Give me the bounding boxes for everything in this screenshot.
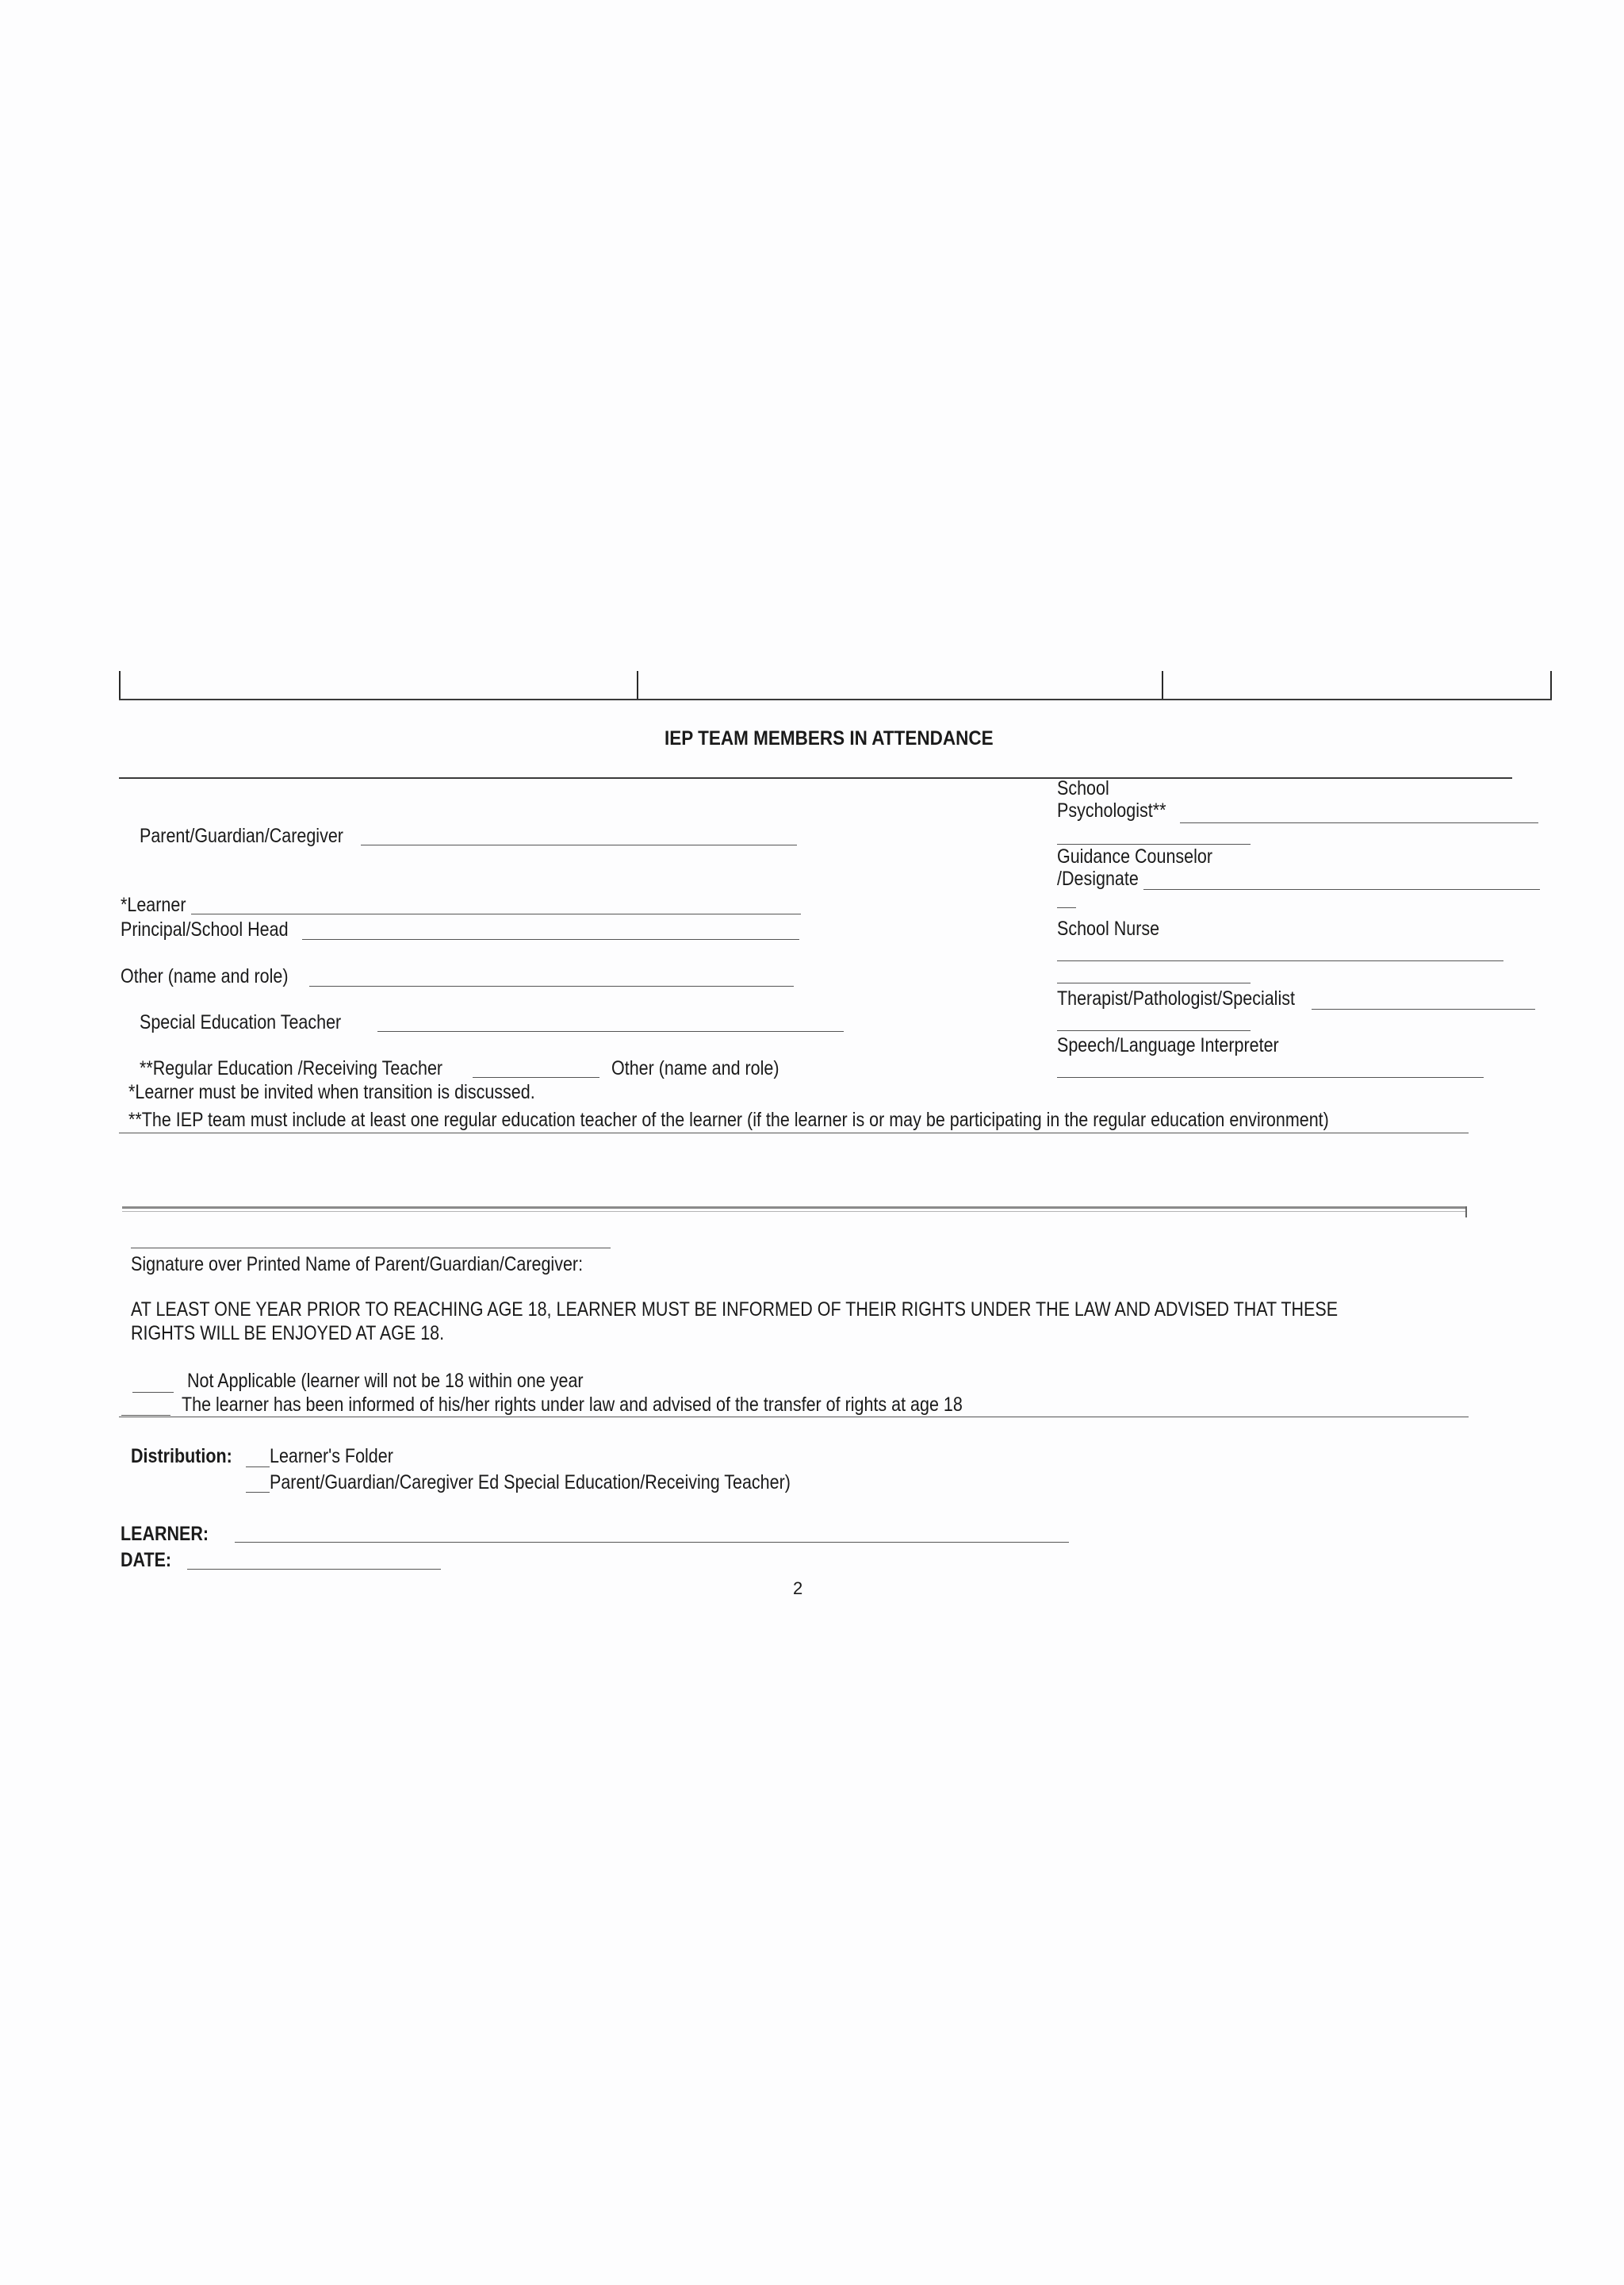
- interpreter-label: Speech/Language Interpreter: [1057, 1034, 1279, 1056]
- distribution-check-2[interactable]: [246, 1492, 270, 1493]
- rights-notice-line1: AT LEAST ONE YEAR PRIOR TO REACHING AGE 18, LEARNER MUST BE INFORMED OF THEIR RIGHTS UNDER THE LAW AND ADVISED THAT THESE: [131, 1298, 1339, 1321]
- learner-footer-label: LEARNER:: [121, 1523, 209, 1545]
- parent-label: Parent/Guardian/Caregiver: [140, 825, 343, 847]
- interpreter-field[interactable]: [1057, 1077, 1484, 1078]
- distribution-check-1[interactable]: [246, 1466, 270, 1467]
- section-separator-inner: [122, 1211, 1466, 1212]
- not-applicable-check[interactable]: [132, 1392, 174, 1393]
- other-field[interactable]: [309, 986, 794, 987]
- table-divider-2: [1162, 671, 1163, 700]
- counselor-label-line1: Guidance Counselor: [1057, 845, 1213, 868]
- therapist-field[interactable]: [1312, 1009, 1535, 1010]
- counselor-label-line2: /Designate: [1057, 868, 1139, 890]
- date-footer-label: DATE:: [121, 1549, 172, 1571]
- divider-short: [1057, 844, 1251, 845]
- table-border-right: [1550, 671, 1552, 700]
- sped-teacher-label: Special Education Teacher: [140, 1011, 342, 1033]
- other-label: Other (name and role): [121, 965, 289, 987]
- not-applicable-label: Not Applicable (learner will not be 18 within one year: [187, 1370, 584, 1392]
- section-separator: [122, 1206, 1466, 1209]
- informed-label: The learner has been informed of his/her rights under law and advised of the transfer of rights at age 18: [182, 1394, 963, 1416]
- learner-footer-field[interactable]: [235, 1542, 1069, 1543]
- team-note: **The IEP team must include at least one regular education teacher of the learner (if the learner is or may be participating in the regular education environment): [128, 1109, 1329, 1131]
- principal-field[interactable]: [302, 939, 799, 940]
- learner-label: *Learner: [121, 894, 186, 916]
- distribution-item-1: Learner's Folder: [270, 1445, 393, 1467]
- distribution-item-2: Parent/Guardian/Caregiver Ed Special Education/Receiving Teacher): [270, 1471, 791, 1493]
- nurse-field[interactable]: [1057, 960, 1503, 961]
- psychologist-field[interactable]: [1180, 822, 1538, 823]
- regular-teacher-field[interactable]: [473, 1077, 599, 1078]
- separator-tick-right: [1465, 1206, 1467, 1217]
- rights-notice-line2: RIGHTS WILL BE ENJOYED AT AGE 18.: [131, 1322, 445, 1344]
- section-heading: IEP TEAM MEMBERS IN ATTENDANCE: [665, 727, 994, 750]
- therapist-label: Therapist/Pathologist/Specialist: [1057, 987, 1295, 1010]
- table-bottom-rule: [119, 699, 1552, 700]
- principal-label: Principal/School Head: [121, 918, 289, 941]
- psychologist-label-line1: School: [1057, 777, 1109, 799]
- page-number: 2: [793, 1578, 803, 1598]
- dash-short: [1057, 907, 1076, 908]
- regular-teacher-label: **Regular Education /Receiving Teacher: [140, 1057, 443, 1079]
- counselor-field[interactable]: [1143, 889, 1540, 890]
- heading-rule: [119, 777, 1512, 779]
- regular-other-label: Other (name and role): [611, 1057, 779, 1079]
- date-footer-field[interactable]: [187, 1569, 441, 1570]
- nurse-label: School Nurse: [1057, 918, 1160, 940]
- distribution-label: Distribution:: [131, 1445, 232, 1467]
- learner-note: *Learner must be invited when transition is discussed.: [128, 1081, 535, 1103]
- sped-teacher-field[interactable]: [377, 1031, 844, 1032]
- signature-label: Signature over Printed Name of Parent/Guardian/Caregiver:: [131, 1253, 584, 1275]
- psychologist-label-line2: Psychologist**: [1057, 799, 1166, 822]
- table-divider-1: [637, 671, 638, 700]
- table-border-left: [119, 671, 121, 700]
- divider-short-3: [1057, 1030, 1251, 1031]
- informed-check[interactable]: [121, 1415, 170, 1416]
